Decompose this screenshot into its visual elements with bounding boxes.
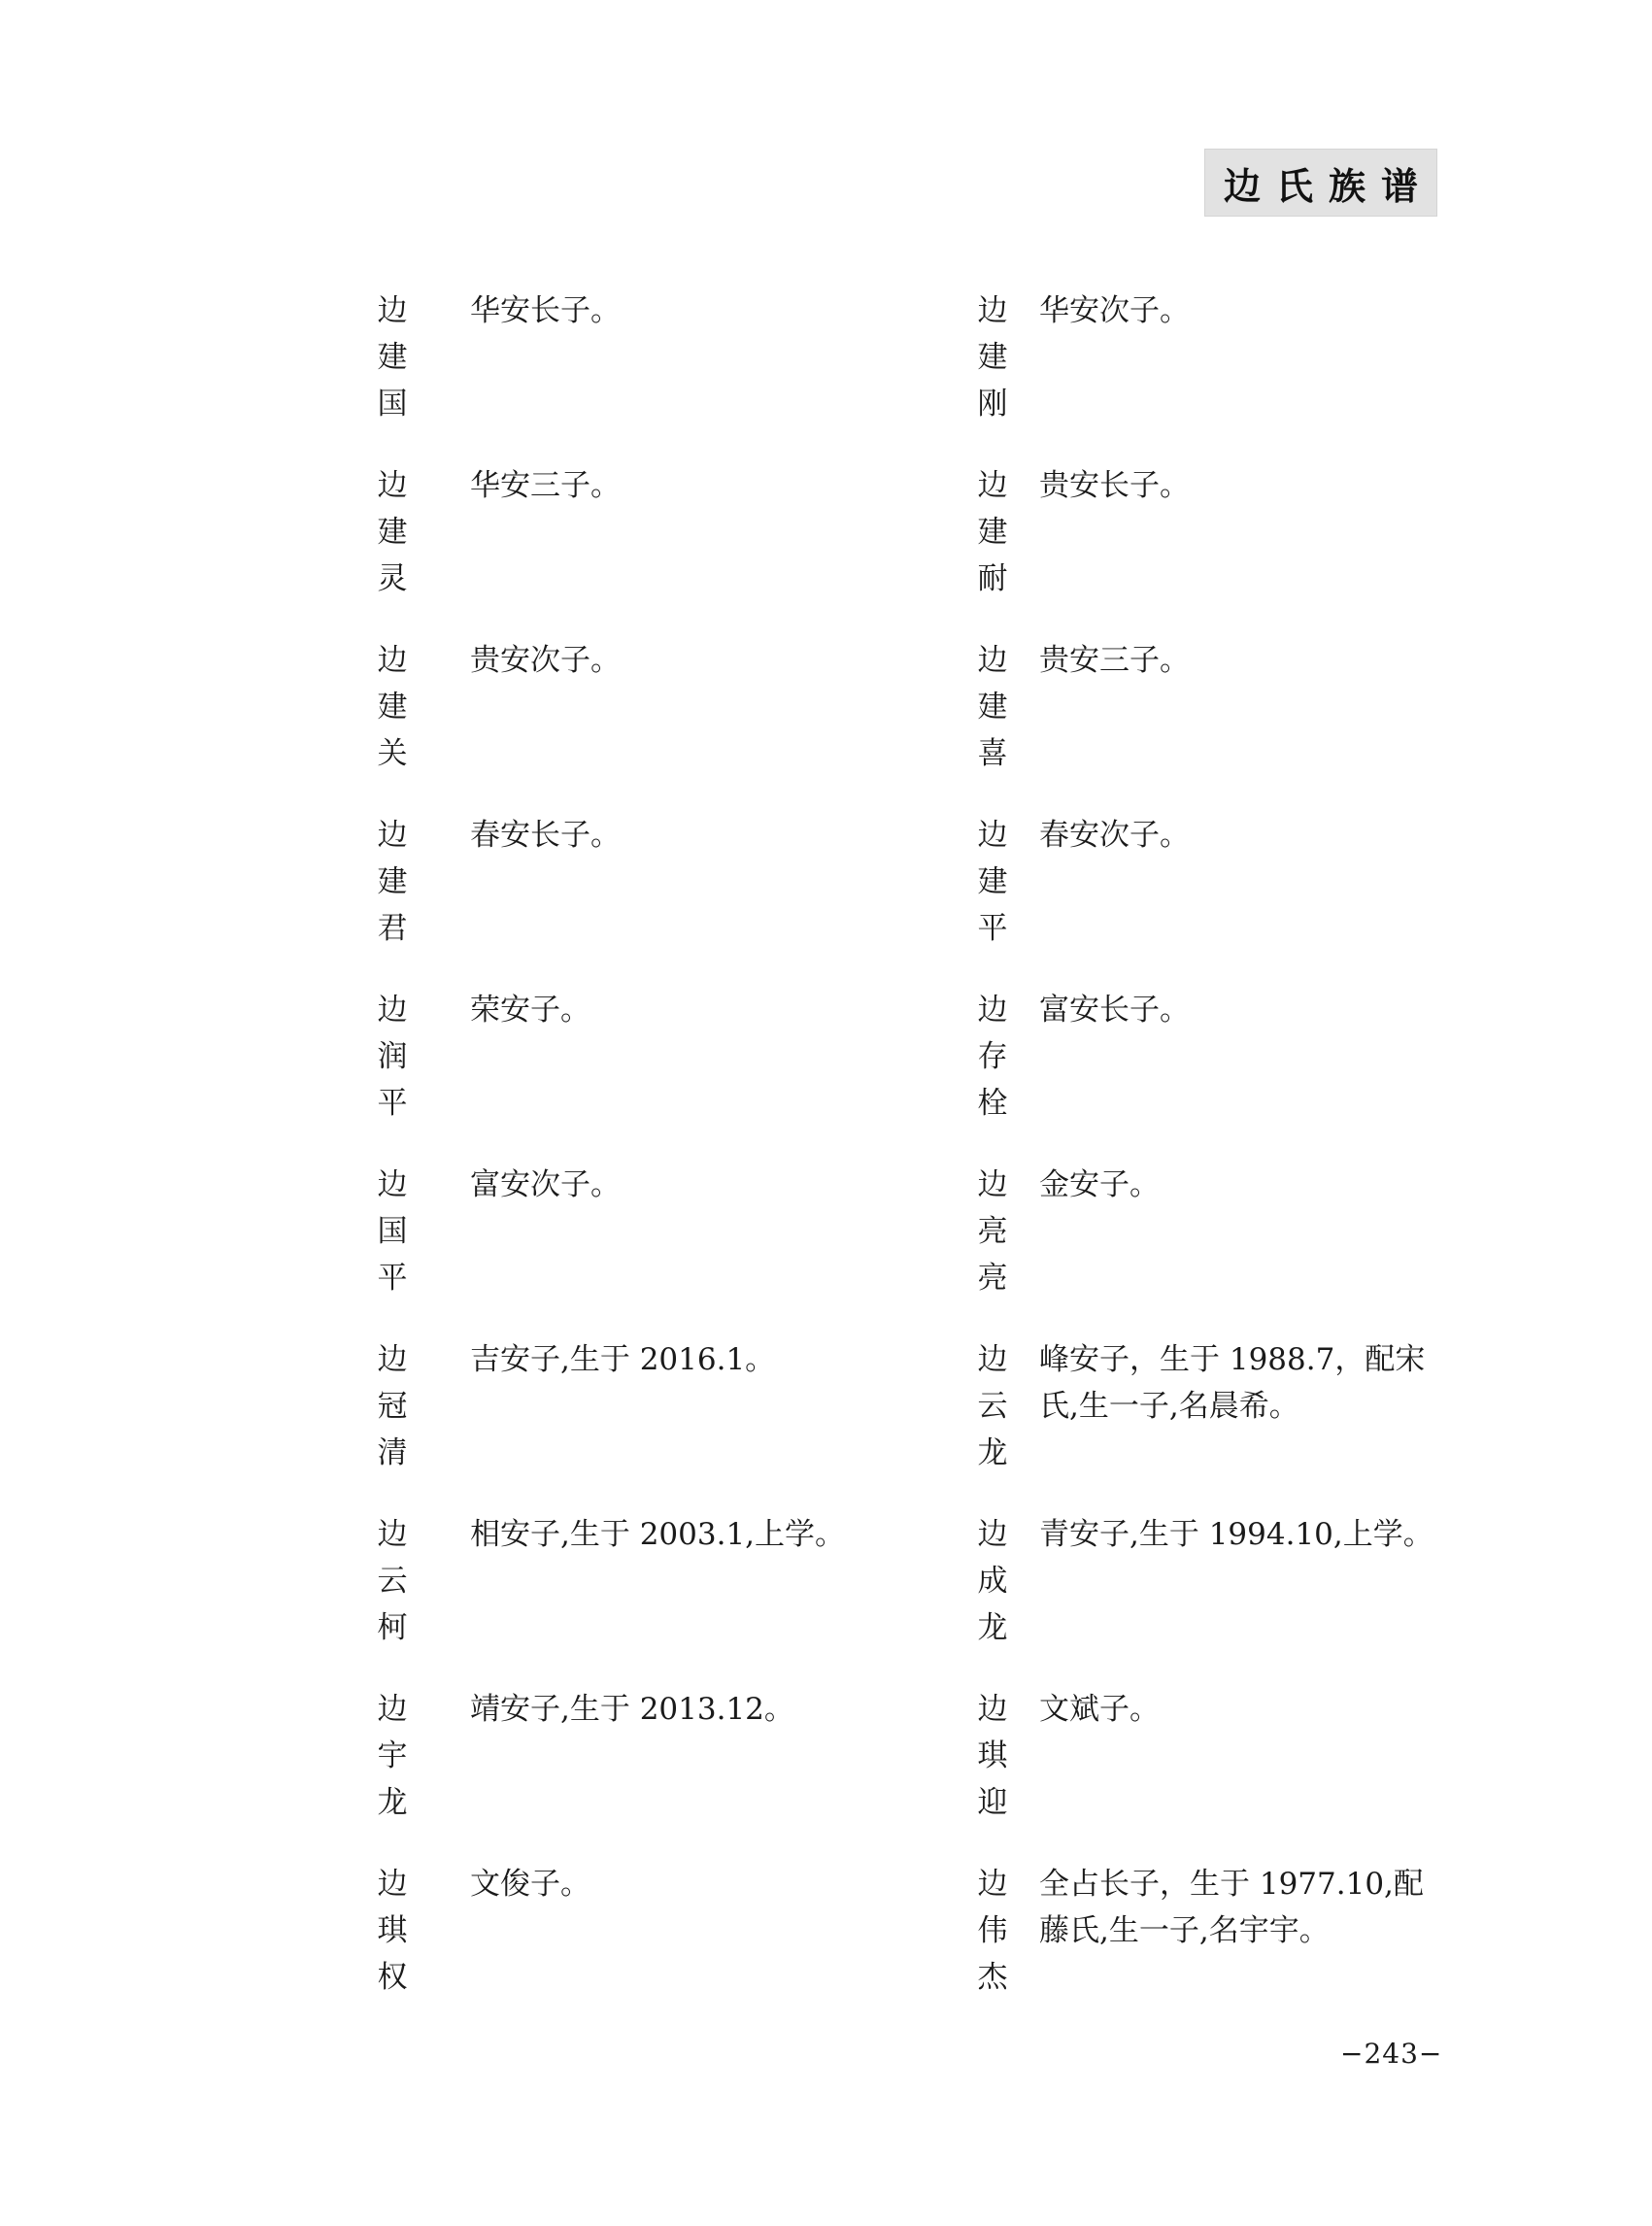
name-character: 边 — [977, 1342, 1008, 1377]
person-description: 春安长子。 — [470, 818, 621, 853]
name-character: 边 — [977, 1867, 1008, 1902]
name-character: 建 — [377, 340, 408, 375]
book-title: 边氏族谱 — [1223, 163, 1433, 208]
person-description: 文俊子。 — [470, 1867, 590, 1902]
genealogy-entry — [973, 1861, 1447, 2007]
name-character: 边 — [977, 1517, 1008, 1552]
person-name — [373, 637, 412, 777]
genealogy-entry — [973, 287, 1447, 433]
name-character: 龙 — [377, 1785, 408, 1820]
genealogy-entry — [373, 1861, 897, 2007]
name-character: 伟 — [977, 1913, 1008, 1948]
person-description: 春安次子。 — [1039, 818, 1190, 853]
genealogy-entry — [373, 1686, 897, 1832]
name-character: 关 — [377, 736, 408, 771]
name-character: 琪 — [377, 1913, 408, 1948]
person-name — [373, 287, 412, 427]
name-character: 建 — [977, 340, 1008, 375]
person-name — [373, 812, 412, 952]
name-character: 边 — [377, 643, 408, 678]
name-character: 迎 — [977, 1785, 1008, 1820]
name-character: 边 — [977, 293, 1008, 328]
person-name — [373, 462, 412, 602]
name-character: 边 — [977, 643, 1008, 678]
person-description: 华安次子。 — [1039, 293, 1190, 328]
name-character: 云 — [977, 1389, 1008, 1424]
person-description: 贵安长子。 — [1039, 468, 1190, 503]
person-name — [373, 1336, 412, 1476]
name-character: 喜 — [977, 736, 1008, 771]
person-description: 富安次子。 — [470, 1167, 621, 1202]
page-number: −243− — [1340, 2038, 1443, 2070]
name-character: 冠 — [377, 1389, 408, 1424]
person-description: 金安子。 — [1039, 1167, 1160, 1202]
person-description: 青安子,生于 1994.10,上学。 — [1039, 1517, 1433, 1552]
person-name — [373, 1861, 412, 2001]
name-character: 边 — [977, 993, 1008, 1028]
name-character: 亮 — [977, 1214, 1008, 1249]
name-character: 边 — [377, 818, 408, 853]
name-character: 亮 — [977, 1261, 1008, 1296]
person-name — [373, 1162, 412, 1301]
name-character: 君 — [377, 911, 408, 946]
person-name — [373, 1686, 412, 1826]
genealogy-entry — [973, 1686, 1447, 1832]
person-name — [973, 287, 1012, 427]
name-character: 宇 — [377, 1738, 408, 1773]
genealogy-entry — [373, 1162, 897, 1307]
genealogy-entry — [373, 287, 897, 433]
person-description: 靖安子,生于 2013.12。 — [470, 1692, 794, 1727]
genealogy-entry — [973, 462, 1447, 608]
person-name — [973, 1511, 1012, 1651]
person-name — [973, 462, 1012, 602]
person-description: 全占长子，生于 1977.10,配藤氏,生一子,名宇宇。 — [1039, 1867, 1424, 1948]
name-character: 建 — [377, 515, 408, 550]
name-character: 边 — [377, 1692, 408, 1727]
name-character: 润 — [377, 1039, 408, 1074]
person-description: 贵安三子。 — [1039, 643, 1190, 678]
person-name — [973, 987, 1012, 1127]
genealogy-entry — [973, 987, 1447, 1132]
name-character: 刚 — [977, 387, 1008, 422]
name-character: 建 — [977, 515, 1008, 550]
person-description: 峰安子，生于 1988.7，配宋氏,生一子,名晨希。 — [1039, 1342, 1426, 1424]
person-name — [973, 812, 1012, 952]
person-description: 华安长子。 — [470, 293, 621, 328]
person-name — [973, 1686, 1012, 1826]
genealogy-entry — [373, 812, 897, 958]
name-character: 耐 — [977, 561, 1008, 596]
genealogy-entry — [973, 1162, 1447, 1307]
person-description: 相安子,生于 2003.1,上学。 — [470, 1517, 846, 1552]
name-character: 云 — [377, 1564, 408, 1599]
person-description: 富安长子。 — [1039, 993, 1190, 1028]
genealogy-entry — [973, 637, 1447, 783]
genealogy-entry — [973, 1336, 1447, 1482]
name-character: 琪 — [977, 1738, 1008, 1773]
name-character: 龙 — [977, 1610, 1008, 1645]
name-character: 柯 — [377, 1610, 408, 1645]
name-character: 边 — [377, 293, 408, 328]
name-character: 边 — [377, 1867, 408, 1902]
name-character: 权 — [377, 1960, 408, 1995]
person-name — [373, 987, 412, 1127]
name-character: 栓 — [977, 1086, 1008, 1121]
genealogy-entry — [373, 637, 897, 783]
name-character: 存 — [977, 1039, 1008, 1074]
name-character: 边 — [377, 1167, 408, 1202]
name-character: 边 — [377, 1517, 408, 1552]
genealogy-entry — [973, 812, 1447, 958]
name-character: 边 — [977, 1692, 1008, 1727]
name-character: 清 — [377, 1435, 408, 1470]
name-character: 平 — [977, 911, 1008, 946]
genealogy-entry — [373, 1511, 897, 1657]
genealogy-entry — [373, 987, 897, 1132]
name-character: 建 — [977, 690, 1008, 725]
name-character: 边 — [377, 468, 408, 503]
person-description: 文斌子。 — [1039, 1692, 1160, 1727]
name-character: 边 — [377, 1342, 408, 1377]
name-character: 杰 — [977, 1960, 1008, 1995]
name-character: 国 — [377, 1214, 408, 1249]
name-character: 灵 — [377, 561, 408, 596]
person-description: 荣安子。 — [470, 993, 590, 1028]
person-name — [973, 1861, 1012, 2001]
name-character: 成 — [977, 1564, 1008, 1599]
person-description: 贵安次子。 — [470, 643, 621, 678]
name-character: 建 — [977, 864, 1008, 899]
person-name — [973, 1162, 1012, 1301]
name-character: 边 — [377, 993, 408, 1028]
person-description: 华安三子。 — [470, 468, 621, 503]
person-name — [973, 1336, 1012, 1476]
person-description: 吉安子,生于 2016.1。 — [470, 1342, 776, 1377]
person-name — [373, 1511, 412, 1651]
genealogy-entry — [373, 1336, 897, 1482]
name-character: 平 — [377, 1261, 408, 1296]
name-character: 龙 — [977, 1435, 1008, 1470]
name-character: 边 — [977, 468, 1008, 503]
genealogy-entry — [973, 1511, 1447, 1657]
name-character: 平 — [377, 1086, 408, 1121]
genealogy-entry — [373, 462, 897, 608]
name-character: 建 — [377, 690, 408, 725]
name-character: 边 — [977, 1167, 1008, 1202]
person-name — [973, 637, 1012, 777]
name-character: 建 — [377, 864, 408, 899]
name-character: 国 — [377, 387, 408, 422]
name-character: 边 — [977, 818, 1008, 853]
